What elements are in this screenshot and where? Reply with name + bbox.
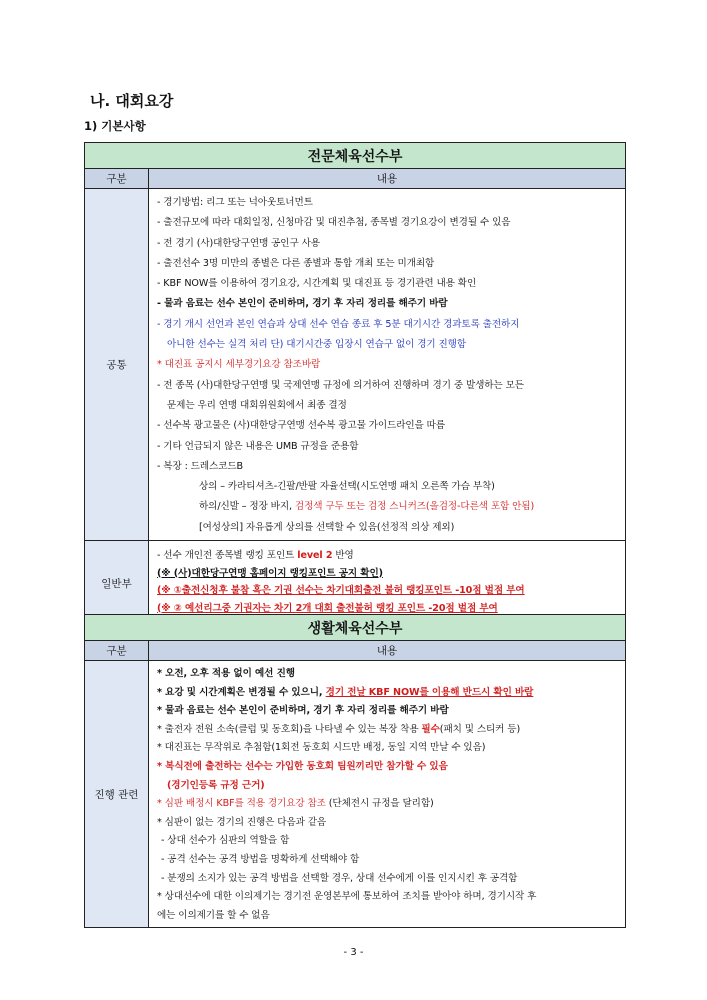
list-item: - 전 종목 (사)대한당구연맹 및 국제연맹 규정에 의거하여 진행하며 경기 중 발생하는 모든 (157, 379, 524, 391)
general-label: 일반부 (85, 541, 149, 626)
list-item: 아니한 선수는 실격 처리 단) 대기시간중 입장시 연습구 없이 경기 진행함 (167, 339, 466, 351)
list-item: * 물과 음료는 선수 본인이 준비하며, 경기 후 자리 정리를 해주기 바람 (157, 705, 449, 717)
text-span: * 요강 및 시간계획은 변경될 수 있으니, (157, 686, 326, 698)
list-item: - 경기방법: 리그 또는 넉아웃토너먼트 (157, 197, 313, 208)
text-span: level 2 (297, 550, 333, 562)
list-item: - 경기 개시 선언과 본인 연습과 상대 선수 연습 종료 후 5분 대기시간 경과토록 출전하지 (157, 318, 520, 330)
list-item (157, 795, 619, 814)
pro-general-row (85, 541, 626, 626)
common-label: 공통 (85, 189, 149, 541)
life-col-category: 구분 (85, 641, 149, 661)
proc-label: 진행 관련 (85, 661, 149, 928)
text-span: (패치 및 스티커 등) (439, 723, 521, 735)
list-item: * 대진표 공지시 세부경기요강 참조바람 (157, 359, 321, 371)
text-span: 하의/신발 – 정장 바지, (199, 501, 295, 513)
list-item: 문제는 우리 연맹 대회위원회에서 최종 결정 (167, 399, 347, 411)
pro-header-row (85, 169, 626, 189)
proc-content (149, 661, 626, 928)
list-item: - 공격 선수는 공격 방법을 명확하게 선택해야 함 (161, 853, 360, 865)
page-number: - 3 - (343, 947, 364, 958)
text-span: - 선수 개인전 종목별 랭킹 포인트 (157, 550, 298, 562)
text-span: * 심판 배정시 KBF를 적용 경기요강 참조 (157, 798, 326, 810)
pro-col-category: 구분 (85, 169, 149, 189)
text-span: 검정색 구두 또는 검정 스니커즈(올검정-다른색 포함 안됨) (294, 501, 535, 513)
pro-table-title: 전문체육선수부 (85, 143, 626, 169)
list-item: (※ ①출전신청후 불참 혹은 기권 선수는 차기대회출전 불허 랭킹포인트 -10점 벌점 부여 (157, 585, 525, 597)
list-item (157, 721, 619, 740)
list-item: 에는 이의제기를 할 수 없음 (157, 909, 270, 921)
list-item: * 대진표는 무작위로 추첨함(1회전 동호회 시드만 배정, 동일 지역 만날 수 있음) (157, 742, 486, 754)
text-span: 경기 전날 KBF NOW를 이용해 반드시 확인 바람 (325, 686, 534, 698)
list-item: - 출전규모에 따라 대회일정, 신청마감 및 대진추첨, 종목별 경기요강이 변경될 수 있음 (157, 217, 511, 229)
list-item: [여성상의] 자유롭게 상의를 선택할 수 있음(선정적 의상 제외) (199, 521, 455, 533)
list-item: (경기인등록 규정 근거) (167, 779, 265, 791)
list-item (157, 547, 619, 565)
list-item: - 기타 언급되지 않은 내용은 UMB 규정을 준용함 (157, 440, 359, 452)
list-item: * 상대선수에 대한 이의제기는 경기전 운영본부에 통보하여 조치를 받아야 하며, 경기시작 후 (157, 891, 537, 903)
list-item: - KBF NOW를 이용하여 경기요강, 시간계획 및 대진표 등 경기관련 내용 확인 (157, 278, 477, 290)
list-item: - 상대 선수가 심판의 역할을 함 (161, 835, 290, 847)
list-item: - 출전선수 3명 미만의 종별은 다른 종별과 통합 개최 또는 미개최함 (157, 257, 435, 269)
pro-title-row (85, 143, 626, 169)
text-span: 반영 (332, 550, 354, 562)
list-item: (※ (사)대한당구연맹 홈페이지 랭킹포인트 공지 확인) (157, 567, 383, 579)
text-span: 필수 (421, 723, 440, 735)
life-division-table (84, 614, 626, 928)
pro-common-row (85, 189, 626, 541)
list-item: - 선수복 광고물은 (사)대한당구연맹 선수복 광고물 가이드라인을 따름 (157, 420, 445, 432)
list-item: * 심판이 없는 경기의 진행은 다음과 같음 (157, 816, 327, 828)
subsection-title: 1) 기본사항 (84, 119, 146, 133)
life-proc-row (85, 661, 626, 928)
list-item: - 물과 음료는 선수 본인이 준비하며, 경기 후 자리 정리를 해주기 바람 (157, 298, 448, 310)
list-item: 상의 – 카라티셔츠-긴팔/반팔 자율선택(시도연맹 패치 오른쪽 가슴 부착) (199, 481, 495, 493)
list-item (157, 684, 619, 703)
list-item: - 분쟁의 소지가 있는 공격 방법을 선택할 경우, 상대 선수에게 이를 인지시킨 후 공격함 (161, 872, 518, 884)
pro-division-table (84, 142, 626, 626)
list-item: * 복식전에 출전하는 선수는 가입한 동호회 팀원끼리만 참가할 수 있음 (157, 760, 448, 772)
general-content (149, 541, 626, 626)
life-title-row (85, 615, 626, 641)
text-span: (단체전시 규정을 달리함) (325, 798, 434, 810)
common-content (149, 189, 626, 541)
life-table-title: 생활체육선수부 (85, 615, 626, 641)
list-item: (※ ② 예선리그중 기권자는 차기 2개 대회 출전불허 랭킹 포인트 -20점 벌점 부여 (157, 602, 498, 614)
life-col-content: 내용 (149, 641, 626, 661)
text-span: * 출전자 전원 소속(클럽 및 동호회)을 나타낼 수 있는 복장 착용 (157, 723, 422, 735)
list-item: - 전 경기 (사)대한당구연맹 공인구 사용 (157, 237, 320, 249)
list-item: * 오전, 오후 적용 없이 예선 진행 (157, 668, 295, 679)
list-item (157, 497, 619, 517)
section-title: 나. 대회요강 (90, 92, 174, 110)
life-header-row (85, 641, 626, 661)
pro-col-content: 내용 (149, 169, 626, 189)
list-item: - 복장 : 드레스코드B (157, 460, 243, 472)
